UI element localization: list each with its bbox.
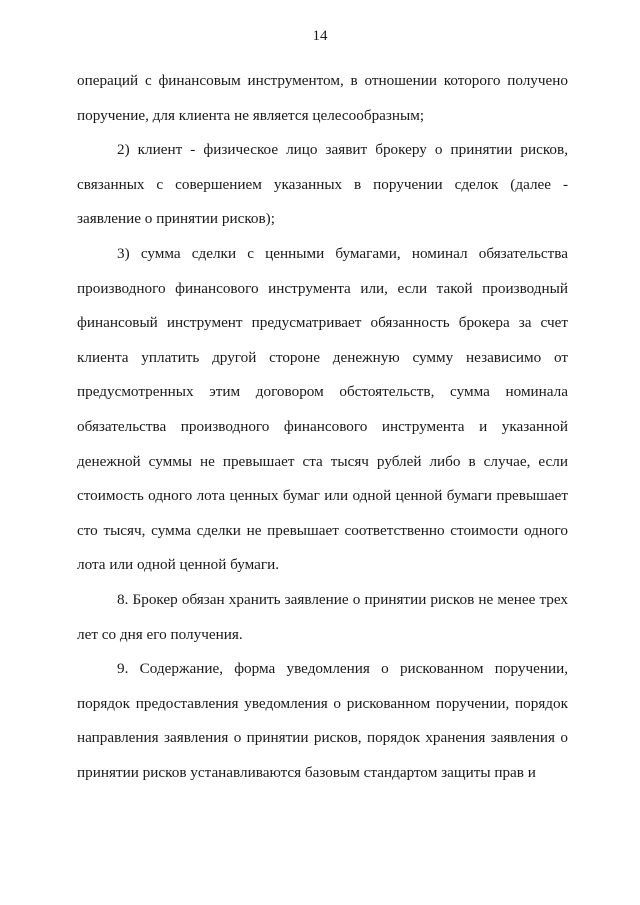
paragraph-item-2: 2) клиент - физическое лицо заявит брокеру о принятии рисков, связанных с совершением указанных в поручении сделок (далее - заявление о принятии рисков); — [77, 141, 568, 228]
page-number: 14 — [312, 28, 328, 44]
paragraph-item-3: 3) сумма сделки с ценными бумагами, номинал обязательства производного финансового инструмента или, если такой производный финансовый инструмент предусматривает обязанность брокера за счет клиента уплатить другой стороне денежную сумму независимо от предусмотренных этим договором обстоятельств, сумма номинала обязательства производного финансового инструмента и указанной денежной суммы не превышает ста тысяч рублей либо в случае, если стоимость одного лота ценных бумаг или одной ценной бумаги превышает сто тысяч, сумма сделки не превышает соответственно стоимости одного лота или одной ценной бумаги. — [77, 244, 568, 574]
paragraph-clause-8: 8. Брокер обязан хранить заявление о принятии рисков не менее трех лет со дня его получения. — [77, 590, 568, 643]
document-body — [77, 64, 568, 790]
paragraph-clause-9: 9. Содержание, форма уведомления о рискованном поручении, порядок предоставления уведомления о рискованном поручении, порядок направления заявления о принятии рисков, порядок хранения заявления о принятии рисков устанавливаются базовым стандартом защиты прав и — [77, 660, 568, 781]
paragraph-continuation: операций с финансовым инструментом, в отношении которого получено поручение, для клиента не является целесообразным; — [77, 72, 568, 124]
